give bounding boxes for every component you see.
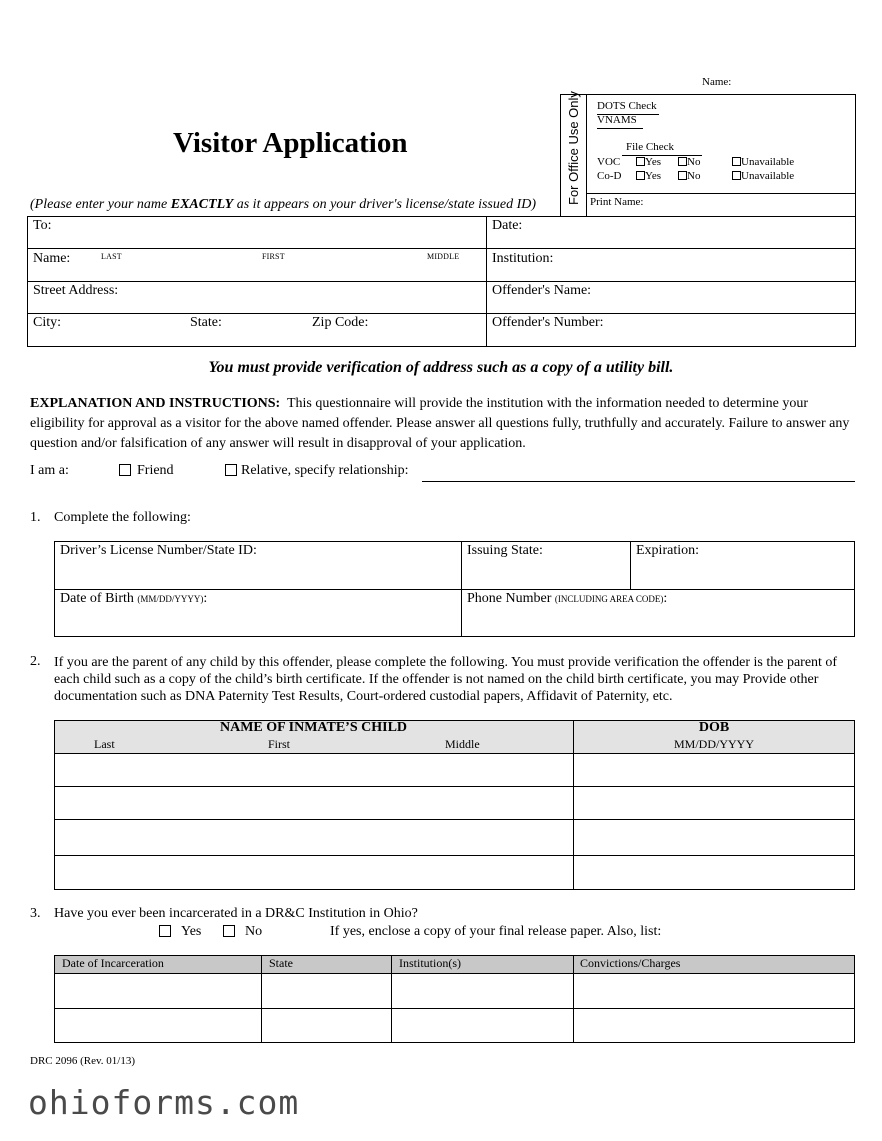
q3-text: Have you ever been incarcerated in a DR&C Institution in Ohio? [54, 906, 418, 921]
name-instruction-suffix: as it appears on your driver's license/state issued ID) [233, 197, 537, 212]
relative-option[interactable] [225, 463, 409, 479]
q3-yes-label: Yes [181, 924, 202, 939]
dots-check-label: DOTS Check [597, 100, 657, 112]
explanation [30, 394, 850, 454]
voc-label: VOC [597, 156, 621, 168]
office-name-label: Name: [702, 76, 732, 88]
first-name-hint: FIRST [262, 252, 285, 261]
q3-yes-checkbox[interactable] [159, 925, 171, 937]
explanation-title: EXPLANATION AND INSTRUCTIONS: [30, 396, 281, 411]
form-id: DRC 2096 (Rev. 01/13) [30, 1055, 136, 1067]
license-number-field[interactable]: Driver’s License Number/State ID: [60, 543, 257, 558]
cod-no[interactable] [678, 170, 700, 182]
last-name-hint: LAST [101, 252, 122, 261]
name-field[interactable]: Name: [33, 251, 71, 266]
incarceration-row-1-institution[interactable] [392, 974, 572, 1008]
q2-text: If you are the parent of any child by this offender, please complete the following. You must provide verification the offender is the parent of each child such as a copy of the child’s birth certificate. If the offender is not named on the child birth certificate, you may Provide other documentation such as DNA Paternity Test Results, Court-ordered custodial papers, Affidavit of Paternity, etc. [54, 655, 838, 704]
relative-checkbox[interactable] [225, 464, 237, 476]
voc-no[interactable] [678, 156, 700, 168]
name-instruction-emphasis: EXACTLY [170, 197, 234, 212]
friend-checkbox[interactable] [119, 464, 131, 476]
voc-yes[interactable] [636, 156, 661, 168]
cod-label: Co-D [597, 170, 622, 182]
col-date-of-incarceration: Date of Incarceration [62, 956, 164, 970]
col-institutions: Institution(s) [399, 956, 461, 970]
vnams-label: VNAMS [597, 114, 637, 126]
cod-yes[interactable] [636, 170, 661, 182]
child-row-4-dob[interactable] [574, 856, 854, 889]
phone-hint: (INCLUDING AREA CODE) [554, 594, 664, 604]
street-address-field[interactable]: Street Address: [33, 283, 119, 298]
name-instruction-prefix: (Please enter your name [30, 197, 171, 212]
name-instruction [30, 197, 536, 213]
date-field[interactable]: Date: [492, 218, 523, 233]
incarceration-row-2-institution[interactable] [392, 1009, 572, 1042]
expiration-field[interactable]: Expiration: [636, 543, 699, 558]
sub-middle: Middle [445, 737, 480, 751]
col-convictions: Convictions/Charges [580, 956, 681, 970]
voc-unavailable-label: Unavailable [741, 156, 795, 168]
col-child-name: NAME OF INMATE’S CHILD [219, 720, 408, 735]
issuing-state-field[interactable]: Issuing State: [467, 543, 543, 558]
voc-no-checkbox[interactable] [678, 157, 687, 166]
print-name-label: Print Name: [590, 196, 644, 208]
dob-label: Date of Birth [60, 591, 134, 606]
child-row-4-name[interactable] [55, 856, 572, 889]
office-divider-vertical [586, 94, 587, 217]
vnams-underline [597, 128, 643, 129]
sub-last: Last [94, 737, 115, 751]
cod-no-checkbox[interactable] [678, 171, 687, 180]
q1-col-line-2 [630, 541, 631, 589]
q1-col-line-1 [461, 541, 462, 637]
cod-unavailable-checkbox[interactable] [732, 171, 741, 180]
city-field[interactable]: City: [33, 315, 62, 330]
offender-number-field[interactable]: Offender's Number: [492, 315, 604, 330]
child-row-1-dob[interactable] [574, 754, 854, 786]
child-row-2-name[interactable] [55, 787, 572, 819]
phone-label: Phone Number [467, 591, 552, 606]
child-row-2-dob[interactable] [574, 787, 854, 819]
header-row-line-1 [27, 248, 856, 249]
incarceration-row-2-convictions[interactable] [574, 1009, 854, 1042]
file-check-label: File Check [626, 141, 674, 153]
cod-unavailable-label: Unavailable [741, 170, 795, 182]
dob-colon: : [203, 591, 208, 606]
cod-no-label: No [687, 170, 701, 182]
q3-no-checkbox[interactable] [223, 925, 235, 937]
header-row-line-3 [27, 313, 856, 314]
relationship-input-line[interactable] [422, 481, 855, 482]
iam-label: I am a: [30, 463, 69, 478]
q3-note: If yes, enclose a copy of your final release paper. Also, list: [330, 924, 662, 939]
page-title: Visitor Application [173, 127, 408, 159]
phone-number-field[interactable] [467, 591, 667, 607]
child-row-3-dob[interactable] [574, 820, 854, 855]
middle-name-hint: MIDDLE [427, 252, 460, 261]
cod-unavailable[interactable] [732, 170, 794, 182]
sub-dob-format: MM/DD/YYYY [673, 737, 754, 751]
q2-number: 2. [30, 654, 41, 669]
q3-yes-option[interactable] [159, 924, 201, 940]
voc-unavailable-checkbox[interactable] [732, 157, 741, 166]
offender-name-field[interactable]: Offender's Name: [492, 283, 592, 298]
child-row-1-name[interactable] [55, 754, 572, 786]
to-field[interactable]: To: [33, 218, 52, 233]
date-of-birth-field[interactable] [60, 591, 207, 607]
incarceration-row-2-date[interactable] [55, 1009, 260, 1042]
voc-no-label: No [687, 156, 701, 168]
header-row-line-2 [27, 281, 856, 282]
office-vertical-label: For Office Use Only [566, 91, 581, 205]
incarceration-row-2-state[interactable] [262, 1009, 390, 1042]
incarceration-row-1-convictions[interactable] [574, 974, 854, 1008]
voc-unavailable[interactable] [732, 156, 794, 168]
dob-hint: (MM/DD/YYYY) [137, 594, 204, 604]
child-row-3-name[interactable] [55, 820, 572, 855]
cod-yes-label: Yes [645, 170, 662, 182]
friend-option[interactable] [119, 463, 174, 479]
voc-yes-checkbox[interactable] [636, 157, 645, 166]
voc-yes-label: Yes [645, 156, 662, 168]
institution-field[interactable]: Institution: [492, 251, 554, 266]
q3-no-option[interactable] [223, 924, 262, 940]
incarceration-row-1-state[interactable] [262, 974, 390, 1008]
cod-yes-checkbox[interactable] [636, 171, 645, 180]
q1-number: 1. [30, 510, 41, 525]
verification-note: You must provide verification of address such as a copy of a utility bill. [208, 359, 674, 376]
state-field[interactable]: State: [190, 315, 222, 330]
col-child-dob: DOB [698, 720, 730, 735]
friend-label: Friend [137, 463, 174, 478]
zip-code-field[interactable]: Zip Code: [312, 315, 369, 330]
incarceration-row-1-date[interactable] [55, 974, 260, 1008]
phone-colon: : [663, 591, 668, 606]
relative-label: Relative, specify relationship: [241, 463, 409, 478]
q1-text: Complete the following: [54, 510, 191, 525]
q3-number: 3. [30, 906, 41, 921]
q3-no-label: No [245, 924, 263, 939]
q1-row-line [54, 589, 855, 590]
watermark-logo: ohioforms.com [28, 1083, 300, 1122]
explanation-text: This questionnaire will provide the institution with the information needed to determine your eligibility for approval as a visitor for the above named offender. Please answer all questions fully, truthfully and accurately. Failure to answer any question and/or falsification of any answer will result in disapproval of your application. [30, 396, 850, 451]
col-state: State [269, 956, 293, 970]
sub-first: First [268, 737, 291, 751]
office-divider-horizontal [586, 193, 856, 194]
